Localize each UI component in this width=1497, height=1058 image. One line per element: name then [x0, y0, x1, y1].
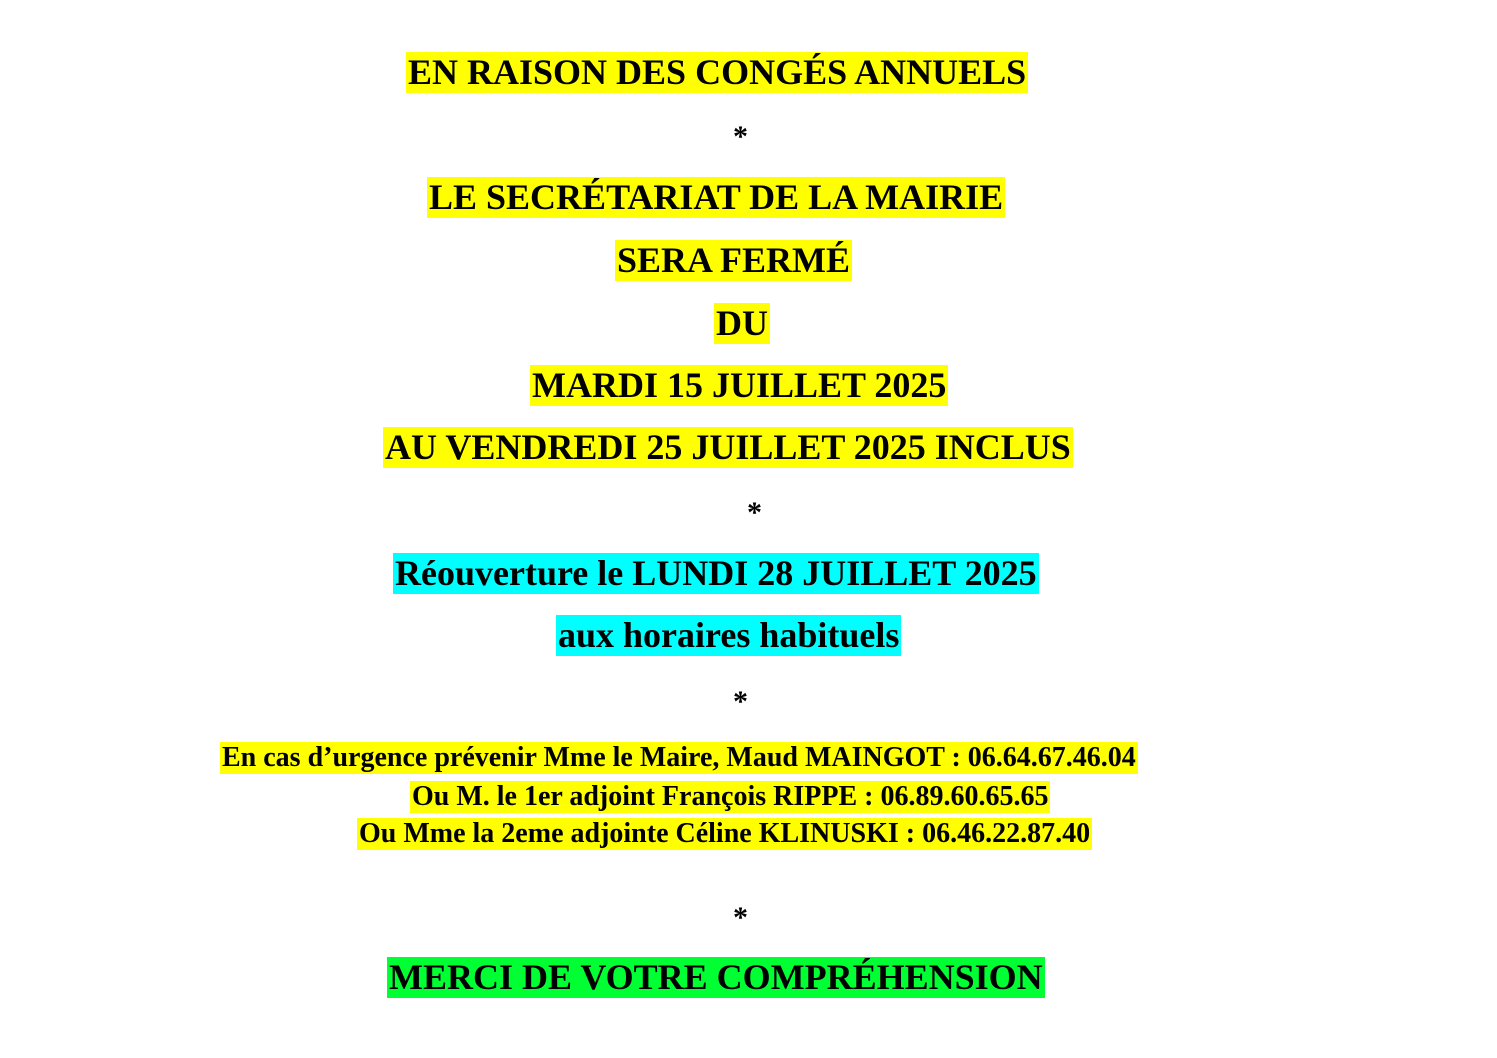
notice-text-thanks: MERCI DE VOTRE COMPRÉHENSION: [389, 957, 1043, 997]
notice-text-start-date: MARDI 15 JUILLET 2025: [532, 365, 947, 405]
notice-text-conges: EN RAISON DES CONGÉS ANNUELS: [408, 52, 1027, 92]
contact-text-mayor: En cas d’urgence prévenir Mme le Maire, Maud MAINGOT : 06.64.67.46.04: [222, 742, 1136, 773]
notice-line-reopen: [393, 553, 1039, 594]
notice-line-ferme: [615, 240, 852, 281]
notice-text-end-date: AU VENDREDI 25 JUILLET 2025 INCLUS: [385, 427, 1071, 467]
notice-text-secretariat: LE SECRÉTARIAT DE LA MAIRIE: [429, 177, 1004, 217]
separator-star-1: *: [733, 120, 748, 153]
notice-line-conges: [406, 52, 1028, 93]
notice-line-end-date: [383, 427, 1073, 468]
contact-line-second-deputy: [357, 818, 1092, 850]
notice-line-du: [714, 303, 770, 344]
contact-text-first-deputy: Ou M. le 1er adjoint François RIPPE : 06.89.60.65.65: [412, 781, 1049, 812]
contact-line-mayor: [220, 742, 1138, 774]
notice-text-ferme: SERA FERMÉ: [617, 240, 851, 280]
separator-star-4: *: [733, 901, 748, 934]
separator-star-2: *: [747, 496, 762, 529]
notice-line-secretariat: [427, 177, 1005, 218]
contact-text-second-deputy: Ou Mme la 2eme adjointe Céline KLINUSKI : 06.46.22.87.40: [359, 818, 1091, 849]
notice-line-hours: [556, 615, 901, 656]
contact-line-first-deputy: [410, 781, 1050, 813]
notice-line-thanks: [387, 957, 1045, 998]
notice-line-start-date: [530, 365, 948, 406]
separator-star-3: *: [733, 685, 748, 718]
notice-text-reopen: Réouverture le LUNDI 28 JUILLET 2025: [395, 553, 1037, 593]
notice-text-du: DU: [716, 303, 768, 343]
notice-text-hours: aux horaires habituels: [558, 615, 900, 655]
